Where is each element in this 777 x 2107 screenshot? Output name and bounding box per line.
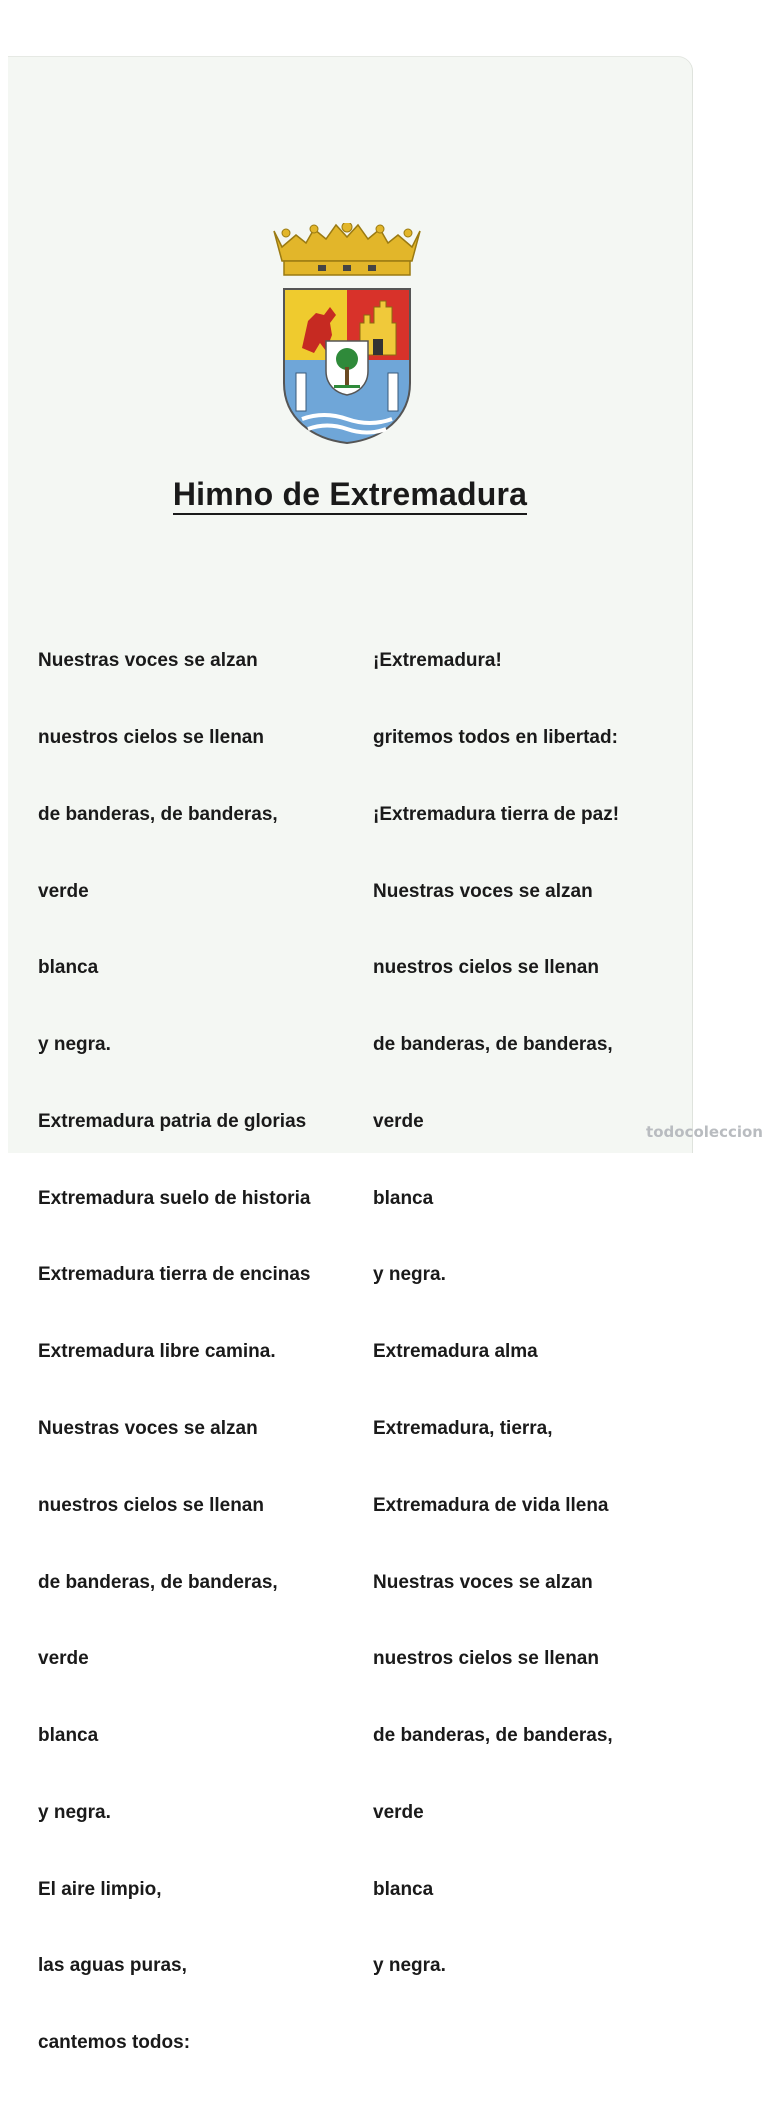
anthem-title [8, 476, 692, 513]
lyric-line: y negra. [373, 1955, 446, 1977]
lyric-line: las aguas puras, [38, 1955, 187, 1977]
shield-icon [284, 289, 410, 443]
lyric-line: Nuestras voces se alzan [38, 650, 258, 672]
lyric-line: de banderas, de banderas, [373, 1034, 613, 1056]
watermark: todocoleccion [646, 1123, 763, 1141]
lyric-line: Nuestras voces se alzan [373, 1571, 593, 1593]
lyric-line: Extremadura suelo de historia [38, 1187, 311, 1209]
lyric-line: de banderas, de banderas, [373, 1725, 613, 1747]
lyric-line: Extremadura patria de glorias [38, 1110, 307, 1132]
lyric-line: blanca [373, 1187, 434, 1209]
lyric-line: blanca [38, 957, 99, 979]
coat-of-arms-icon [272, 223, 422, 445]
crown-icon [274, 223, 420, 275]
lyric-line: ¡Extremadura tierra de paz! [373, 803, 620, 825]
lyric-line: cantemos todos: [38, 2032, 191, 2054]
lyric-line: Nuestras voces se alzan [38, 1418, 258, 1439]
lyric-line: verde [38, 1648, 89, 1670]
lyric-line: Nuestras voces se alzan [373, 880, 593, 902]
lyric-line: Extremadura alma [373, 1341, 538, 1363]
lyric-line: blanca [373, 1878, 434, 1900]
lyric-line: verde [373, 1801, 424, 1823]
lyrics-column-left [38, 597, 310, 2107]
lyric-line: Extremadura tierra de encinas [38, 1264, 311, 1286]
lyrics-column-right [373, 597, 619, 2030]
lyric-line: y negra. [373, 1264, 446, 1286]
lyric-line: nuestros cielos se llenan [373, 957, 599, 979]
lyric-line: nuestros cielos se llenan [38, 726, 264, 748]
lyric-line: ¡Extremadura! [373, 650, 502, 672]
lyric-line: verde [373, 1110, 424, 1132]
lyric-line: blanca [38, 1725, 99, 1747]
lyric-line: de banderas, de banderas, [38, 1571, 278, 1593]
lyric-line: y negra. [38, 1801, 111, 1823]
lyric-line: Extremadura, tierra, [373, 1418, 553, 1439]
lyric-line: El aire limpio, [38, 1878, 162, 1900]
lyric-line: nuestros cielos se llenan [38, 1494, 264, 1516]
lyric-line: Extremadura libre camina. [38, 1341, 276, 1363]
lyric-line: verde [38, 880, 89, 902]
lyric-line: de banderas, de banderas, [38, 803, 278, 825]
lyric-line: nuestros cielos se llenan [373, 1648, 599, 1670]
lyric-line: gritemos todos en libertad: [373, 726, 618, 748]
anthem-title-text: Himno de Extremadura [173, 476, 527, 515]
anthem-card [8, 57, 692, 2054]
lyric-line: y negra. [38, 1034, 111, 1056]
lyric-line: Extremadura de vida llena [373, 1494, 609, 1516]
